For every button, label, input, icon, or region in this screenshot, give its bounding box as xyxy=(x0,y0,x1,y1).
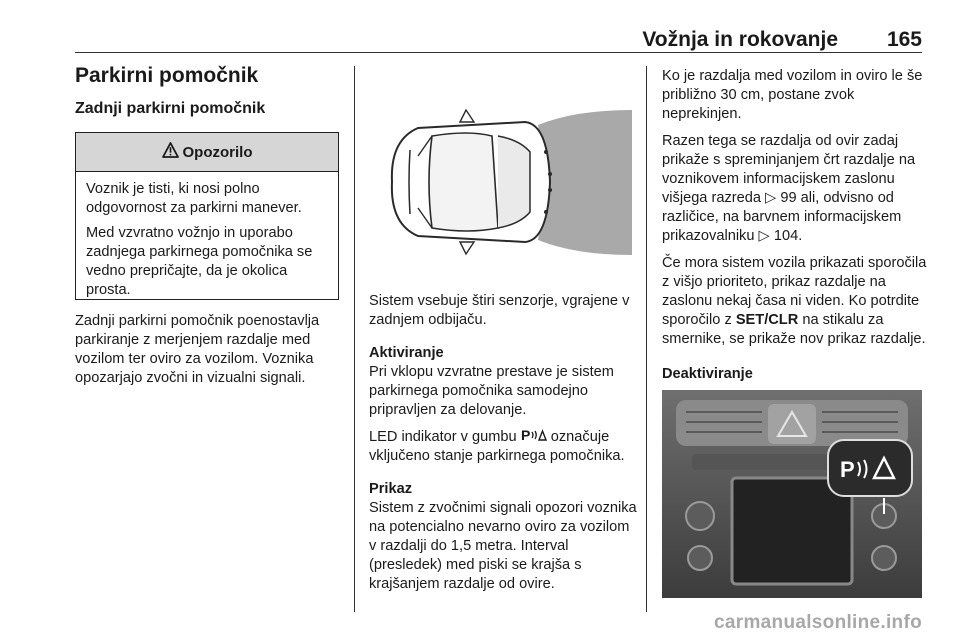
warning-paragraph-1: Voznik je tisti, ki nosi polno odgovornost za parkirni manever. xyxy=(86,181,302,216)
priority-text-before: Če mora sistem vozila prikazati sporočila z višjo prioriteto, prikaz razdalje na zaslonu nekaj časa ni viden. Ko potrdite sporočilo z xyxy=(662,255,927,328)
running-header-title: Vožnja in rokovanje xyxy=(642,28,838,51)
distance-text-mid: ali, odvisno od različice, na barvnem informacijskem prikazovalniku xyxy=(662,190,902,244)
section-heading: Parkirni pomočnik xyxy=(75,64,259,87)
led-text-after: označuje vključeno stanje parkirnega pomočnika. xyxy=(369,429,625,464)
page-ref-1: 99 xyxy=(780,190,797,206)
page-ref-2: 104. xyxy=(773,228,803,244)
warning-title: Opozorilo xyxy=(182,143,253,161)
car-sensor-illustration xyxy=(370,70,632,275)
continuous-tone-paragraph: Ko je razdalja med vozilom in oviro le še približno 30 cm, postane zvok neprekinjen. xyxy=(662,68,923,122)
warning-header xyxy=(76,133,338,172)
parking-assist-symbol-icon xyxy=(521,429,547,445)
sensor-detection-zone xyxy=(538,110,632,255)
subsection-heading: Zadnji parkirni pomočnik xyxy=(75,100,266,117)
col1-body-text: Zadnji parkirni pomočnik poenostavlja parkiranje z merjenjem razdalje med vozilom ter oviro za vozilom. Voznika opozarjajo zvočni in vizualni signali. xyxy=(75,313,320,386)
warning-triangle-icon xyxy=(162,142,179,162)
activation-heading: Aktiviranje xyxy=(369,345,444,361)
column-divider-2 xyxy=(646,66,647,612)
col2-text xyxy=(369,292,639,594)
column-divider-1 xyxy=(354,66,355,612)
led-paragraph xyxy=(369,428,639,466)
distance-display-paragraph xyxy=(662,132,930,246)
page-ref-arrow-icon: ▷ xyxy=(765,190,777,206)
svg-text:P: P xyxy=(520,428,531,442)
deactivation-heading: Deaktiviranje xyxy=(662,366,753,382)
warning-box xyxy=(75,132,339,300)
distance-text-before: Razen tega se razdalja od ovir zadaj prikaže s spreminjanjem črt razdalje na voznikovem informacijskem zaslonu višjega razreda xyxy=(662,133,916,206)
dashboard-button-photo xyxy=(662,390,922,598)
watermark: carmanualsonline.info xyxy=(714,612,922,633)
priority-text-after: na stikalu za smernike, se prikaže nov prikaz razdalje. xyxy=(662,312,926,347)
display-heading: Prikaz xyxy=(369,481,412,497)
page-ref-arrow-icon: ▷ xyxy=(758,228,770,244)
display-paragraph: Sistem z zvočnimi signali opozori voznika na potencialno nevarno oviro za vozilom v razdalji do 1,5 metra. Interval (presledek) med piski se krajša s krajšanjem razdalje od ovire. xyxy=(369,500,637,592)
col3-text xyxy=(662,67,930,384)
body-paragraph xyxy=(75,312,347,388)
activation-paragraph: Pri vklopu vzvratne prestave je sistem parkirnega pomočnika samodejno pripravljen za delovanje. xyxy=(369,364,614,418)
page-number: 165 xyxy=(886,28,922,51)
priority-message-paragraph xyxy=(662,254,930,349)
car-top-view xyxy=(392,110,552,254)
header-rule xyxy=(75,52,922,53)
led-text-before: LED indikator v gumbu xyxy=(369,429,517,445)
warning-paragraph-2: Med vzvratno vožnjo in uporabo zadnjega parkirnega pomočnika se vedno prepričajte, da je okolica prosta. xyxy=(86,225,313,298)
set-clr-button-label: SET/CLR xyxy=(735,312,799,328)
svg-text:P: P xyxy=(840,457,855,482)
sensors-paragraph: Sistem vsebuje štiri senzorje, vgrajene v zadnjem odbijaču. xyxy=(369,293,630,328)
